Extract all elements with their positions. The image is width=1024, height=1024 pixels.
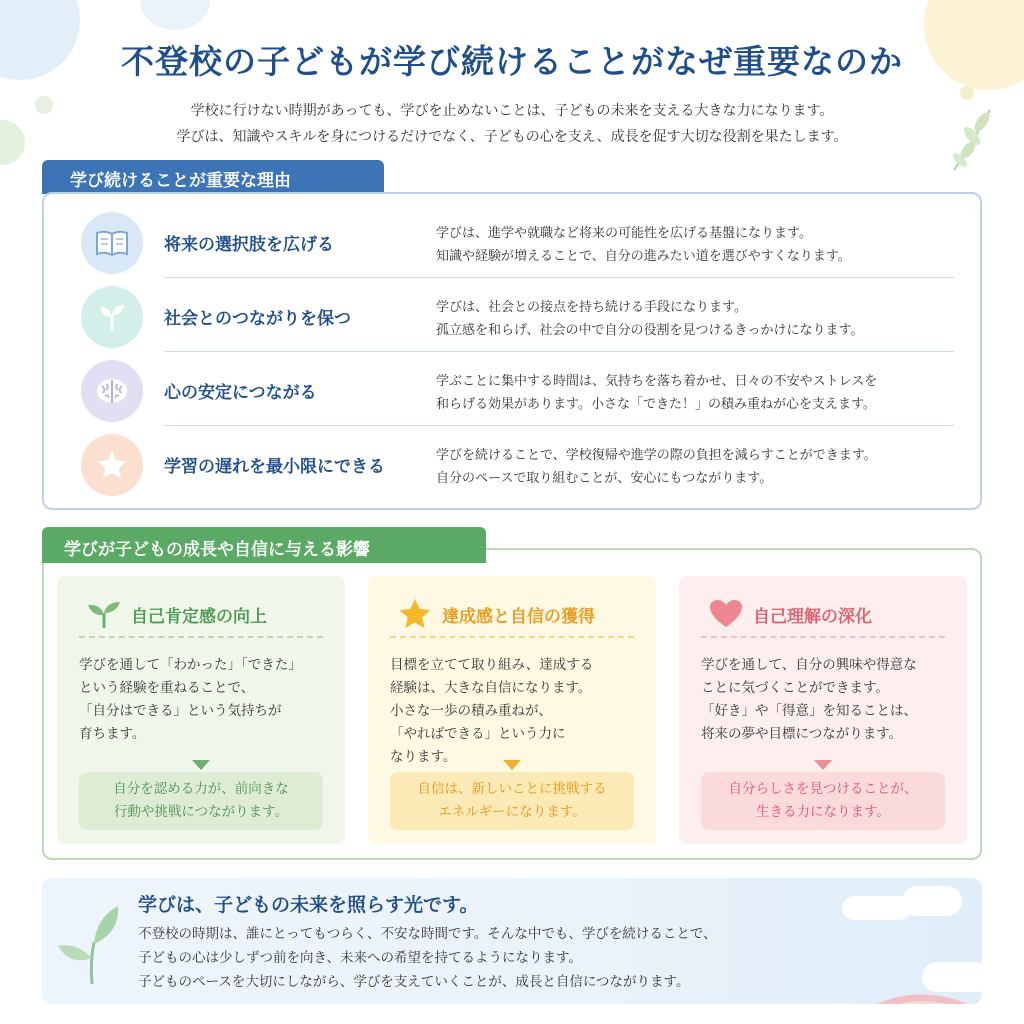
reasons-heading: 学び続けることが重要な理由 xyxy=(42,160,384,194)
card-result: 自分らしさを見つけることが、 生きる力になります。 xyxy=(701,772,945,830)
reason-row xyxy=(44,352,980,426)
bg-watercolor-blob xyxy=(140,0,210,30)
card-body: 学びを通して「わかった」「できた」 という経験を重ねることで、 「自分はできる」という気持ちが 育ちます。 xyxy=(79,657,302,742)
book-icon xyxy=(81,212,143,274)
reason-description: 学びは、進学や就職など将来の可能性を広げる基盤になります。 知識や経験が増えることで、自分の進みたい道を選びやすくなります。 xyxy=(436,226,851,264)
cloud xyxy=(922,962,982,992)
reason-description: 学ぶことに集中する時間は、気持ちを落ち着かせ、日々の不安やストレスを 和らげる効果があります。小さな「できた！」の積み重ねが心を支えます。 xyxy=(436,374,878,412)
dashed-divider xyxy=(79,636,323,638)
banner-title: 学びは、子どもの未来を照らす光です。 xyxy=(138,894,479,916)
reason-description: 学びは、社会との接点を持ち続ける手段になります。 孤立感を和らげ、社会の中で自分の役割を見つけるきっかけになります。 xyxy=(436,300,864,338)
reason-row xyxy=(44,426,980,500)
cloud xyxy=(902,886,962,916)
card-result: 自分を認める力が、前向きな 行動や挑戦につながります。 xyxy=(79,772,323,830)
arrow-down-icon xyxy=(814,760,832,770)
heart-icon xyxy=(707,595,745,633)
star-icon xyxy=(396,595,434,633)
brain-icon xyxy=(81,360,143,422)
impact-heading: 学びが子どもの成長や自信に与える影響 xyxy=(42,527,486,563)
reason-title: 将来の選択肢を広げる xyxy=(164,235,334,255)
intro-text: 学校に行けない時期があっても、学びを止めないことは、子どもの未来を支える大きな力になります。 学びは、知識やスキルを身につけるだけでなく、子どもの心を支え、成長を促す大切な役割を果たします。 xyxy=(176,103,848,145)
sprout-icon xyxy=(81,286,143,348)
card-title: 自己理解の深化 xyxy=(753,606,872,627)
page-title: 不登校の子どもが学び続けることがなぜ重要なのか xyxy=(121,42,903,81)
card-body: 目標を立てて取り組み、達成する 経験は、大きな自信になります。 小さな一歩の積み重ねが、 「やればできる」という力に なります。 xyxy=(390,657,594,765)
impact-card-achievement xyxy=(368,576,656,844)
star-icon xyxy=(81,434,143,496)
sprout-icon xyxy=(85,595,123,633)
impact-card-self-understanding xyxy=(679,576,967,844)
banner-body: 不登校の時期は、誰にとってもつらく、不安な時間です。そんな中でも、学びを続けることで、 子どもの心は少しずつ前を向き、未来への希望を持てるようになります。 子どものペースを大切にしながら、学びを支えていくことが、成長と自信につながります。 xyxy=(138,926,717,990)
reason-row xyxy=(44,278,980,352)
arrow-down-icon xyxy=(192,760,210,770)
dashed-divider xyxy=(701,636,945,638)
card-title: 自己肯定感の向上 xyxy=(131,606,267,627)
reason-title: 学習の遅れを最小限にできる xyxy=(164,457,385,477)
card-result: 自信は、新しいことに挑戦する エネルギーになります。 xyxy=(390,772,634,830)
reason-title: 心の安定につながる xyxy=(164,383,317,403)
reasons-section xyxy=(42,192,982,510)
reason-title: 社会とのつながりを保つ xyxy=(164,309,351,329)
reason-row xyxy=(44,204,980,278)
dashed-divider xyxy=(390,636,634,638)
reason-description: 学びを続けることで、学校復帰や進学の際の負担を減らすことができます。 自分のペースで取り組むことが、安心にもつながります。 xyxy=(436,448,877,486)
arrow-down-icon xyxy=(503,760,521,770)
impact-card-self-esteem xyxy=(57,576,345,844)
card-title: 達成感と自信の獲得 xyxy=(442,606,595,627)
sprout-icon xyxy=(56,902,126,986)
card-body: 学びを通して、自分の興味や得意な ことに気づくことができます。 「好き」や「得意」を知ることは、 将来の夢や目標につながります。 xyxy=(701,657,917,742)
closing-banner xyxy=(42,878,982,1004)
